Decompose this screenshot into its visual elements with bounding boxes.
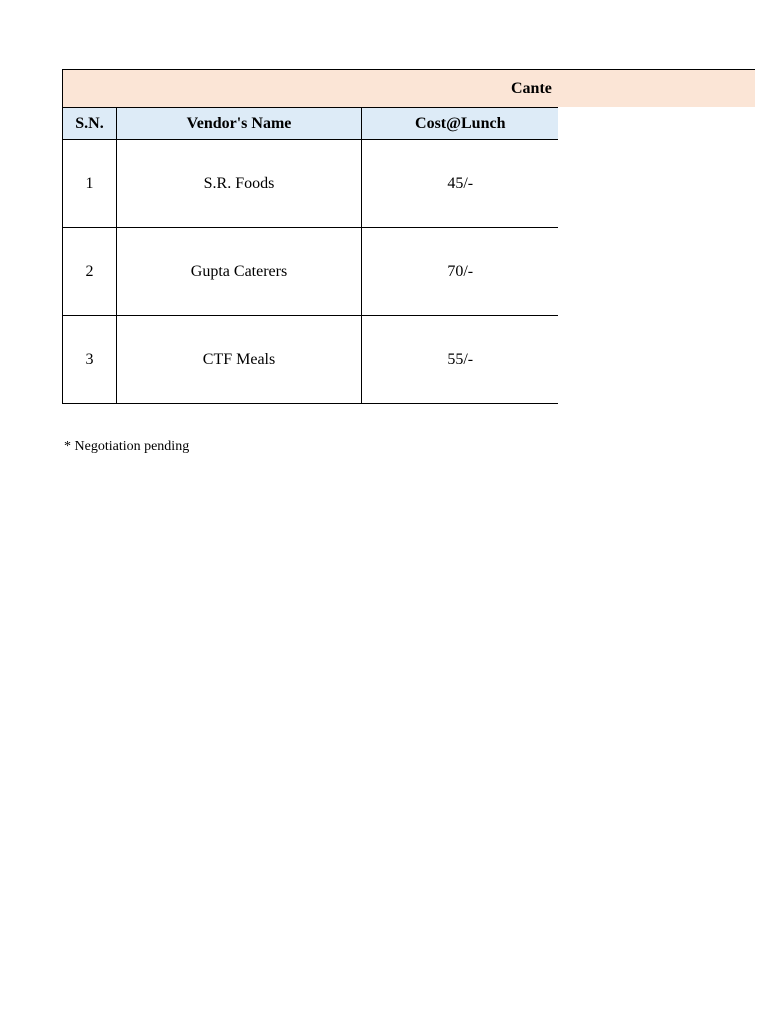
cell-vendor-name: CTF Meals <box>117 316 362 404</box>
cell-cost: 55/- <box>362 316 559 404</box>
cell-cost: 70/- <box>362 228 559 316</box>
cell-sn: 1 <box>63 140 117 228</box>
cell-sn: 2 <box>63 228 117 316</box>
header-sn: S.N. <box>63 108 117 140</box>
table-row <box>63 316 559 404</box>
table-title-band <box>62 69 755 107</box>
table-header-row <box>63 108 559 140</box>
cell-cost: 45/- <box>362 140 559 228</box>
cell-vendor-name: Gupta Caterers <box>117 228 362 316</box>
table-row <box>63 228 559 316</box>
cell-sn: 3 <box>63 316 117 404</box>
cell-vendor-name: S.R. Foods <box>117 140 362 228</box>
vendor-table-container <box>62 107 558 404</box>
vendor-table <box>62 107 558 404</box>
footnote: * Negotiation pending <box>64 439 190 454</box>
table-title: Cante <box>511 80 552 97</box>
header-vendor-name: Vendor's Name <box>117 108 362 140</box>
header-cost-lunch: Cost@Lunch <box>362 108 559 140</box>
table-row <box>63 140 559 228</box>
